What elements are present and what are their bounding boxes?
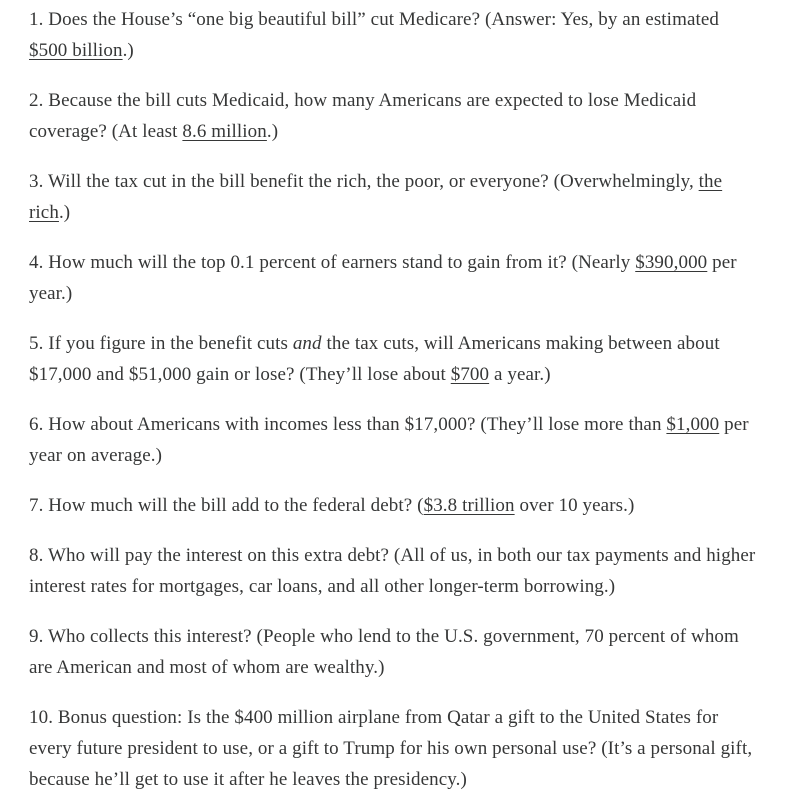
question-7	[29, 490, 759, 521]
question-5-text: 5. If you figure in the benefit cuts	[29, 333, 293, 354]
question-2-end: .)	[266, 121, 279, 142]
question-7-text: 7. How much will the bill add to the federal debt? (	[29, 495, 424, 516]
question-2	[29, 85, 759, 147]
link-1000[interactable]: $1,000	[666, 414, 720, 435]
link-the-rich[interactable]: the rich	[29, 171, 723, 223]
question-2-text: 2. Because the bill cuts Medicaid, how many Americans are expected to lose Medicaid coverage? (At least	[29, 90, 697, 142]
link-8-6-million[interactable]: 8.6 million	[182, 121, 267, 142]
link-500-billion[interactable]: $500 billion	[29, 40, 123, 61]
question-5	[29, 328, 759, 390]
question-4-end: per year.)	[29, 252, 737, 304]
question-3-text: 3. Will the tax cut in the bill benefit the rich, the poor, or everyone? (Overwhelmingly,	[29, 171, 699, 192]
link-390000[interactable]: $390,000	[635, 252, 708, 273]
question-5-emphasis: and	[292, 333, 322, 354]
question-1-end: .)	[122, 40, 134, 61]
question-6-text: 6. How about Americans with incomes less than $17,000? (They’ll lose more than	[29, 414, 667, 435]
question-5-text-cont: the tax cuts, will Americans making between about $17,000 and $51,000 gain or lose? (They’ll lose about	[29, 333, 720, 385]
question-10	[29, 702, 759, 795]
question-4	[29, 247, 759, 309]
question-8-text: 8. Who will pay the interest on this extra debt? (All of us, in both our tax payments and higher interest rates for mortgages, car loans, and all other longer-term borrowing.)	[29, 545, 756, 597]
question-6	[29, 409, 759, 471]
question-3-end: .)	[58, 202, 71, 223]
question-9	[29, 621, 759, 683]
question-7-end: over 10 years.)	[514, 495, 635, 516]
question-3	[29, 166, 759, 228]
link-3-8-trillion[interactable]: $3.8 trillion	[423, 495, 515, 516]
question-5-end: a year.)	[489, 364, 551, 385]
question-1-text: 1. Does the House’s “one big beautiful bill” cut Medicare? (Answer: Yes, by an estimated	[29, 9, 719, 30]
question-8	[29, 540, 759, 602]
question-1	[29, 4, 759, 66]
question-9-text: 9. Who collects this interest? (People who lend to the U.S. government, 70 percent of whom are American and most of whom are wealthy.)	[29, 626, 739, 678]
question-6-end: per year on average.)	[29, 414, 749, 466]
link-700[interactable]: $700	[450, 364, 490, 385]
question-4-text: 4. How much will the top 0.1 percent of earners stand to gain from it? (Nearly	[29, 252, 636, 273]
question-10-text: 10. Bonus question: Is the $400 million airplane from Qatar a gift to the United States for every future president to use, or a gift to Trump for his own personal use? (It’s a personal gift, because he’ll get to use it after he leaves the presidency.)	[29, 707, 753, 790]
